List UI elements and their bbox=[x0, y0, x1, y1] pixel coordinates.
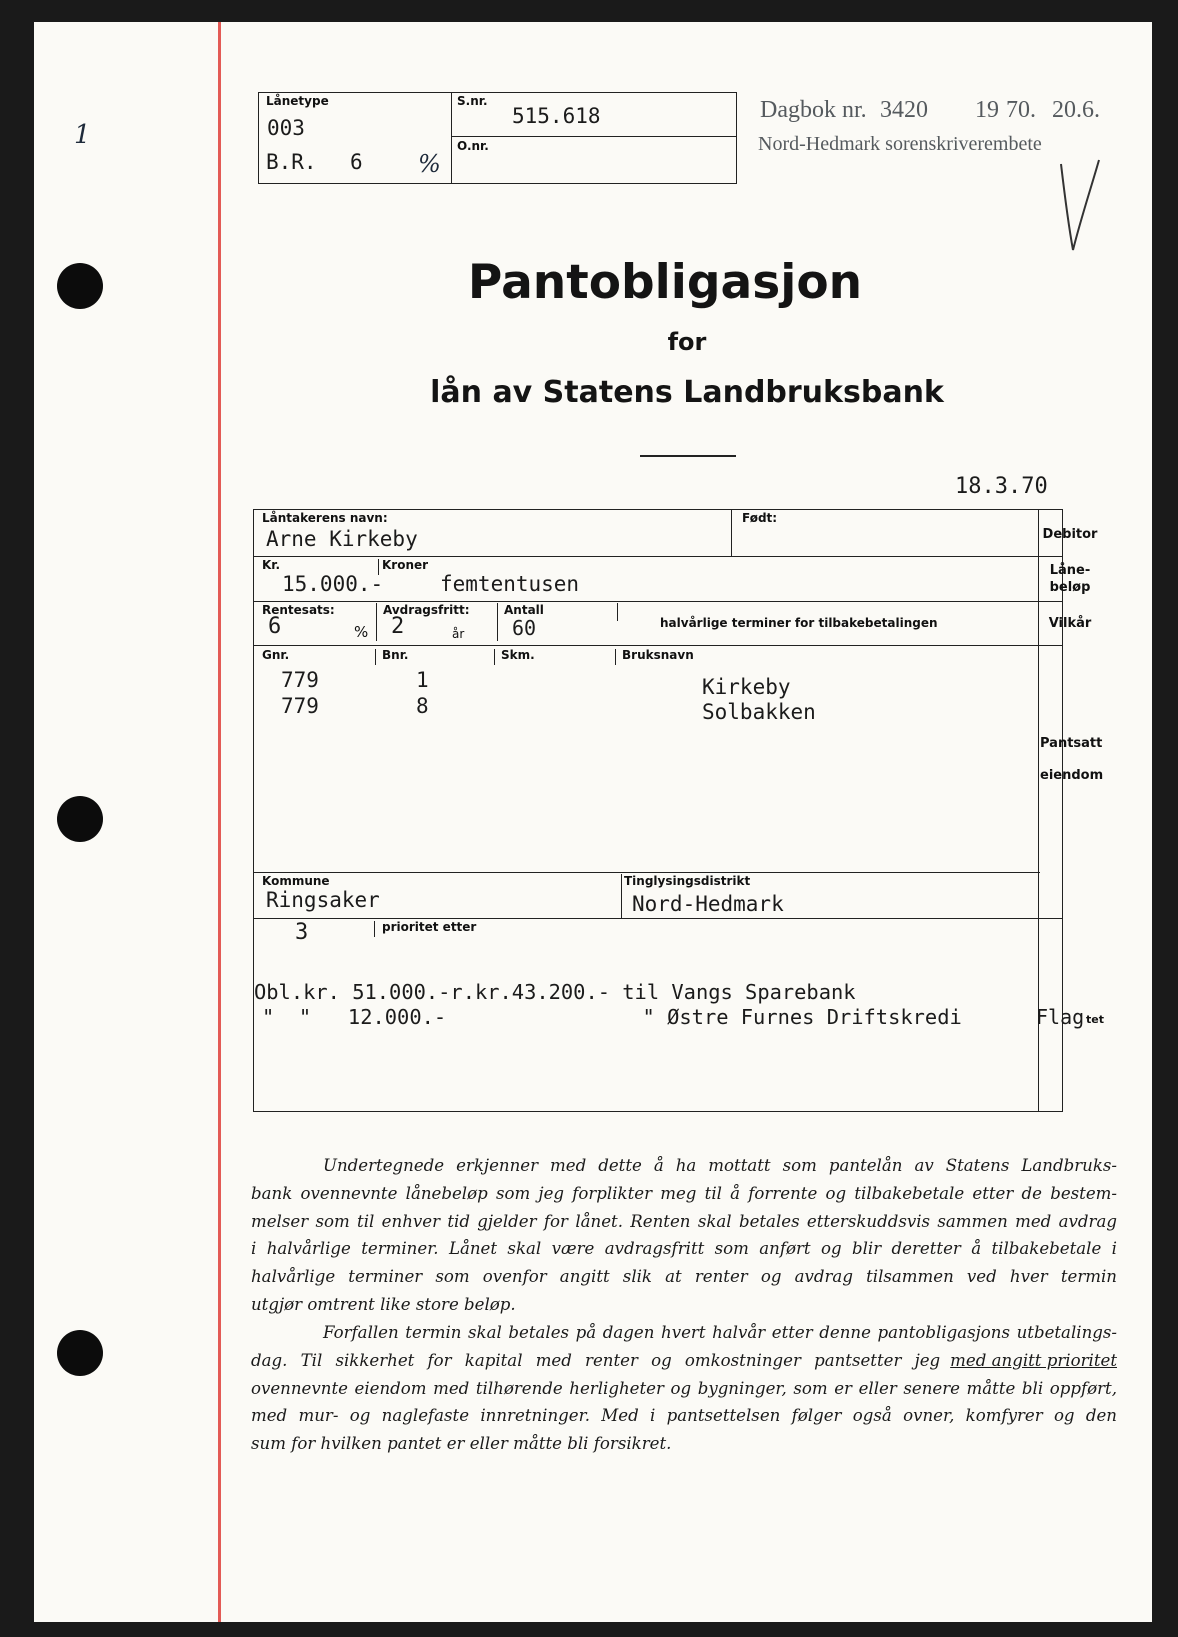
vilkar-side-label: Vilkår bbox=[1048, 616, 1092, 631]
property-bnr: 1 bbox=[416, 668, 429, 692]
kroner-value: femtentusen bbox=[440, 572, 580, 596]
br-percent: % bbox=[418, 150, 441, 178]
property-bruksnavn: Kirkeby bbox=[702, 675, 791, 699]
header-box bbox=[258, 92, 737, 184]
br-label: B.R. bbox=[266, 150, 317, 174]
br-value: 6 bbox=[350, 150, 363, 174]
prioritet-label: prioritet etter bbox=[382, 920, 477, 934]
pantsatt-side-label-1: Pantsatt bbox=[1040, 736, 1103, 751]
document-subtitle-for: for bbox=[667, 328, 707, 356]
tinglysing-label: Tinglysingsdistrikt bbox=[624, 874, 751, 888]
form-row-divider bbox=[253, 556, 1063, 557]
terms-line: Forfallen termin skal betales på dagen hvert halvår etter denne pantobligasjons utbetalings- bbox=[323, 1323, 1117, 1342]
antall-label: Antall bbox=[504, 603, 544, 617]
terms-line: halvårlige terminer som ovenfor angitt slik at renter og avdrag tilsammen ved hver termin bbox=[251, 1267, 1117, 1287]
terms-line: bank ovennevnte lånebeløp som jeg forplikter meg til å forrente og tilbakebetale etter de bestem- bbox=[251, 1183, 1117, 1203]
fodt-label: Født: bbox=[742, 511, 778, 525]
gnr-label: Gnr. bbox=[262, 648, 290, 662]
form-col-divider bbox=[617, 603, 618, 621]
terms-line: melser som til enhver tid gjelder for lånet. Renten skal betales etterskuddsvis sammen med avdrag bbox=[251, 1211, 1117, 1231]
terms-paragraph-1 bbox=[251, 1152, 1117, 1319]
bnr-label: Bnr. bbox=[382, 648, 409, 662]
avdragsfritt-label: Avdragsfritt: bbox=[383, 603, 470, 617]
dagbok-date: 20.6. bbox=[1052, 97, 1100, 123]
form-col-divider bbox=[621, 874, 622, 918]
form-row-divider bbox=[253, 918, 1063, 919]
bruksnavn-label: Bruksnavn bbox=[622, 648, 694, 662]
terms-line: ovennevnte eiendom med tilhørende herligheter og bygninger, som er eller senere måtte bli oppført, bbox=[251, 1378, 1117, 1398]
skm-label: Skm. bbox=[501, 648, 535, 662]
avdragsfritt-value: 2 bbox=[391, 614, 405, 639]
property-gnr: 779 bbox=[281, 694, 319, 718]
form-col-divider bbox=[376, 603, 377, 641]
oblig-overstrike: Flag bbox=[1036, 1005, 1085, 1029]
property-gnr: 779 bbox=[281, 668, 319, 692]
rentesats-label: Rentesats: bbox=[262, 603, 335, 617]
punch-hole bbox=[57, 1330, 103, 1376]
document-subtitle: lån av Statens Landbruksbank bbox=[430, 375, 944, 410]
rentesats-pct: % bbox=[354, 623, 369, 641]
pantsatt-side-label-2: eiendom bbox=[1040, 768, 1104, 783]
side-label-tail: tet bbox=[1086, 1013, 1104, 1026]
onr-label: O.nr. bbox=[457, 139, 489, 153]
terms-paragraph-2 bbox=[251, 1319, 1117, 1458]
terminer-text: halvårlige terminer for tilbakebetalingen bbox=[660, 616, 938, 630]
kr-value: 15.000.- bbox=[282, 572, 384, 596]
terms-underlined: med angitt prioritet bbox=[950, 1350, 1117, 1370]
header-divider bbox=[451, 136, 736, 137]
lanetype-label: Lånetype bbox=[266, 94, 329, 108]
dagbok-year-prefix: 19 bbox=[975, 97, 999, 123]
lanetype-value: 003 bbox=[267, 116, 305, 140]
punch-hole bbox=[57, 796, 103, 842]
form-col-divider bbox=[497, 603, 498, 641]
form-col-divider bbox=[615, 649, 616, 665]
kommune-value: Ringsaker bbox=[266, 888, 380, 912]
property-bnr: 8 bbox=[416, 694, 429, 718]
oblig-line-1: Obl.kr. 51.000.-r.kr.43.200.- til Vangs Sparebank bbox=[254, 980, 856, 1004]
terms-line: utgjør omtrent like store beløp. bbox=[251, 1294, 516, 1314]
form-col-divider bbox=[375, 649, 376, 665]
dagbok-label: Dagbok nr. bbox=[760, 97, 867, 123]
kommune-label: Kommune bbox=[262, 874, 330, 888]
terms-line: Undertegnede erkjenner med dette å ha mottatt som pantelån av Statens Landbruks- bbox=[323, 1156, 1117, 1175]
terms-line bbox=[251, 1347, 1117, 1375]
kr-label: Kr. bbox=[262, 558, 281, 572]
rentesats-value: 6 bbox=[268, 614, 282, 639]
checkmark-icon bbox=[1055, 158, 1105, 254]
date-written: 18.3.70 bbox=[955, 474, 1048, 499]
dagbok-year: 70. bbox=[1006, 97, 1036, 123]
terms-line-part: dag. Til sikkerhet for kapital med renter og omkostninger pantsetter jeg bbox=[251, 1350, 941, 1370]
form-col-divider bbox=[731, 509, 732, 556]
form-row-divider bbox=[253, 872, 1040, 873]
margin-mark: 1 bbox=[74, 120, 91, 150]
kroner-label: Kroner bbox=[382, 558, 429, 572]
snr-label: S.nr. bbox=[457, 94, 488, 108]
terms-line: med mur- og naglefaste innretninger. Med i pantsettelsen følger også ovner, komfyrer og den bbox=[251, 1406, 1117, 1426]
prioritet-value: 3 bbox=[295, 920, 309, 945]
debitor-side-label: Debitor bbox=[1042, 527, 1098, 542]
property-bruksnavn: Solbakken bbox=[702, 700, 816, 724]
document-title: Pantobligasjon bbox=[467, 255, 863, 310]
terms-line: i halvårlige terminer. Lånet skal være avdragsfritt som anført og blir deretter å tilbakebetale i bbox=[251, 1239, 1117, 1259]
terms-line: sum for hvilken pantet er eller måtte bli forsikret. bbox=[251, 1434, 672, 1454]
debitor-value: Arne Kirkeby bbox=[266, 527, 418, 551]
form-col-divider bbox=[378, 559, 379, 575]
oblig-line-2: " " 12.000.- " Østre Furnes Driftskredi bbox=[262, 1005, 962, 1029]
form-col-divider bbox=[374, 921, 375, 937]
tinglysing-value: Nord-Hedmark bbox=[632, 892, 784, 916]
avdragsfritt-unit: år bbox=[452, 627, 465, 641]
header-divider bbox=[451, 92, 452, 184]
form-row-divider bbox=[253, 645, 1063, 646]
dagbok-number: 3420 bbox=[880, 97, 928, 123]
debitor-label: Låntakerens navn: bbox=[262, 511, 388, 525]
title-rule bbox=[640, 455, 736, 457]
snr-value: 515.618 bbox=[512, 104, 601, 128]
antall-value: 60 bbox=[512, 616, 537, 640]
dagbok-office: Nord-Hedmark sorenskriverembete bbox=[758, 133, 1042, 155]
form-col-divider bbox=[494, 649, 495, 665]
form-row-divider bbox=[253, 601, 1063, 602]
lanebelop-side-label-1: Låne- bbox=[1049, 563, 1091, 578]
lanebelop-side-label-2: beløp bbox=[1049, 580, 1091, 595]
